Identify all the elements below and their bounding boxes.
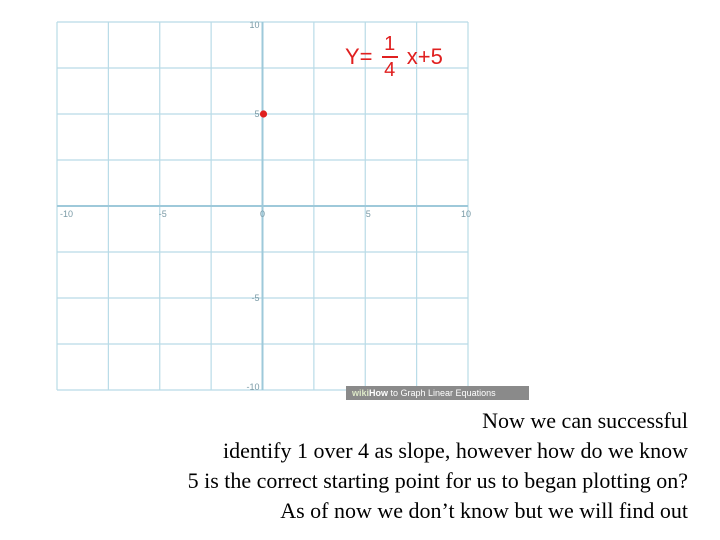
caption-line-2: identify 1 over 4 as slope, however how do we know bbox=[223, 438, 688, 463]
fraction-numerator: 1 bbox=[384, 33, 396, 55]
y-tick-label: -10 bbox=[246, 382, 260, 392]
equation-rhs: x+5 bbox=[406, 44, 443, 69]
caption-text bbox=[68, 406, 688, 526]
equation-fraction bbox=[382, 34, 398, 80]
x-tick-label: 0 bbox=[259, 209, 266, 219]
fraction-bar bbox=[382, 56, 398, 58]
y-tick-label: 5 bbox=[254, 109, 260, 119]
y-tick-label: -5 bbox=[251, 293, 260, 303]
watermark-text: to Graph Linear Equations bbox=[388, 388, 496, 398]
x-tick-label: -5 bbox=[158, 209, 167, 219]
source-watermark bbox=[346, 386, 529, 400]
equation-label bbox=[345, 34, 443, 80]
caption-line-4: As of now we don’t know but we will find out bbox=[280, 498, 688, 523]
x-tick-label: 10 bbox=[460, 209, 471, 219]
fraction-denominator: 4 bbox=[384, 59, 396, 81]
watermark-brand: wiki bbox=[352, 388, 370, 398]
x-tick-label: -10 bbox=[60, 209, 74, 219]
equation-lhs: Y= bbox=[345, 44, 373, 69]
watermark-brand-bold: How bbox=[369, 388, 389, 398]
caption-line-1: Now we can successful bbox=[482, 408, 688, 433]
data-point bbox=[260, 110, 267, 117]
x-tick-label: 5 bbox=[365, 209, 371, 219]
caption-line-3: 5 is the correct starting point for us to began plotting on? bbox=[187, 468, 688, 493]
y-tick-label: 10 bbox=[249, 20, 260, 30]
